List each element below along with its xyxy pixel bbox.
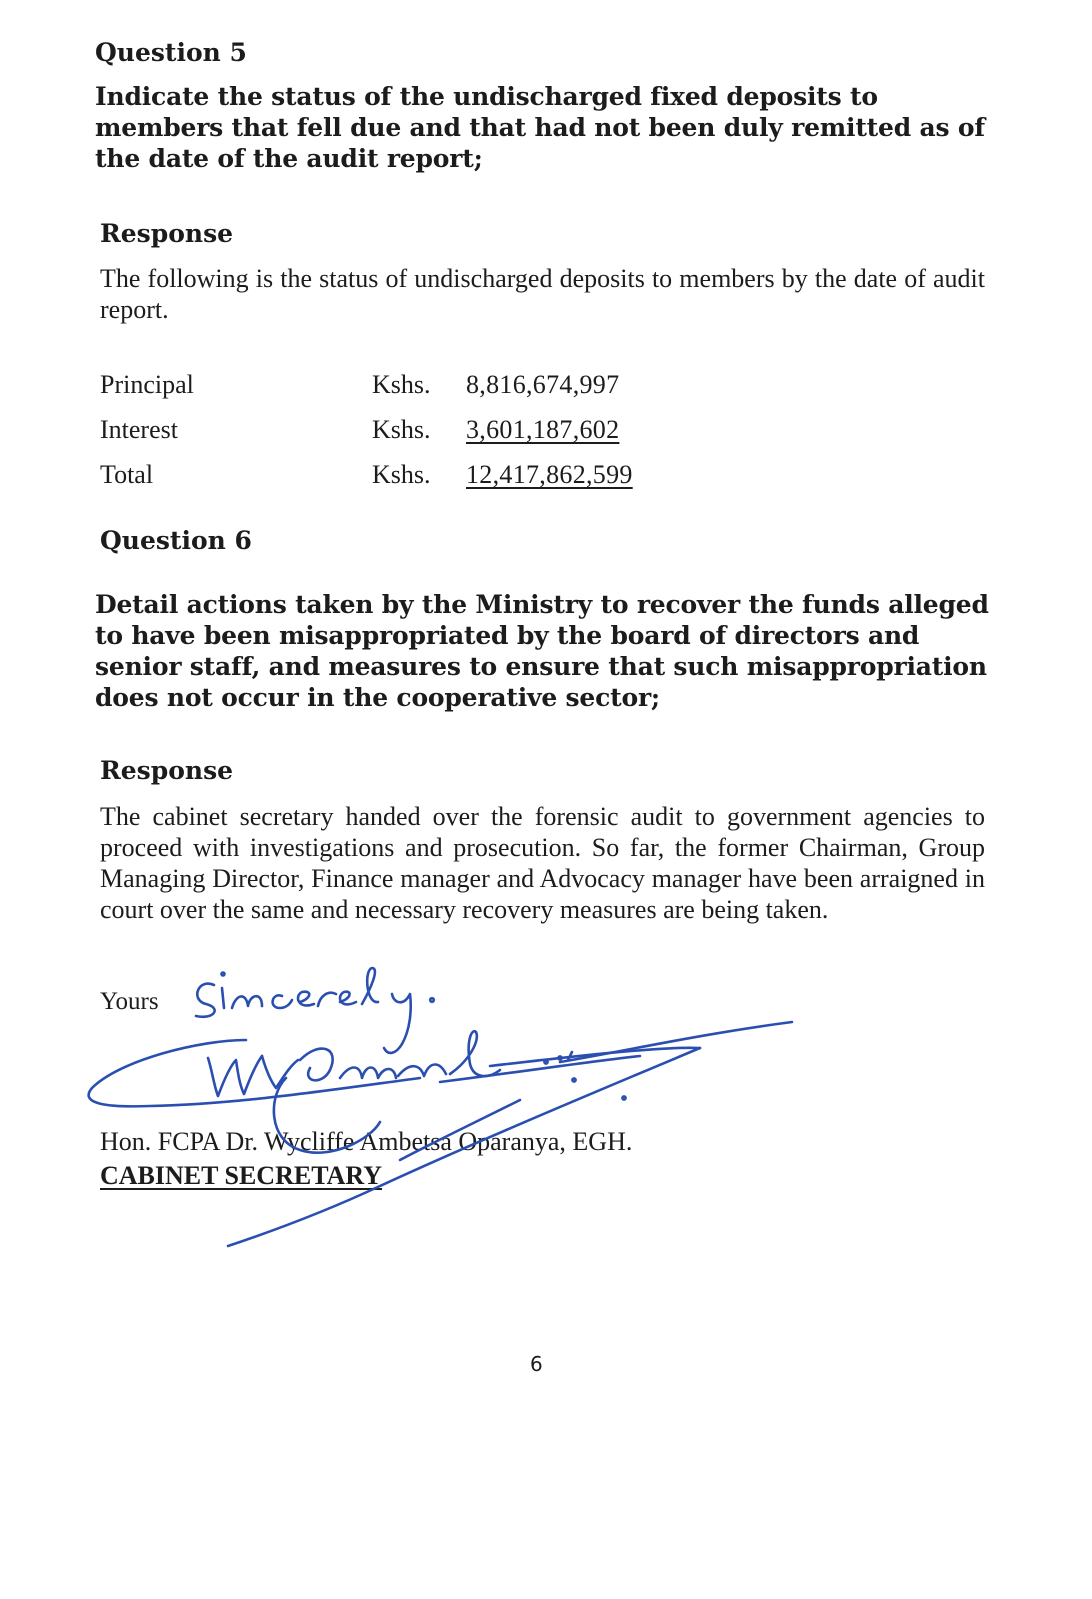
figure-value: 3,601,187,602 — [466, 415, 620, 444]
closing-yours: Yours — [100, 988, 159, 1015]
question-6-text: Detail actions taken by the Ministry to recover the funds alleged to have been misappropriated by the board of directors and senior staff, and measures to ensure that such misappropriation does not occur in the cooperative sector; — [95, 590, 989, 712]
figure-value: 8,816,674,997 — [466, 370, 620, 399]
figure-row-interest — [100, 415, 700, 449]
figure-label: Total — [100, 460, 154, 489]
figure-label: Principal — [100, 370, 194, 399]
figure-label: Interest — [100, 415, 178, 444]
page-number: 6 — [530, 1352, 543, 1376]
figure-currency: Kshs. — [372, 415, 431, 444]
figure-value: 12,417,862,599 — [466, 460, 633, 489]
question-5-title: Question 5 — [95, 38, 247, 67]
response-6-text: The cabinet secretary handed over the forensic audit to government agencies to proceed with investigations and prosecution. So far, the former Chairman, Group Managing Director, Finance manager and Advocacy manager have been arraigned in court over the same and necessary recovery measures are being taken. — [100, 802, 985, 924]
figure-row-total — [100, 460, 700, 494]
response-5-title: Response — [100, 219, 234, 248]
figure-currency: Kshs. — [372, 370, 431, 399]
response-5-text: The following is the status of undischarged deposits to members by the date of audit report. — [100, 264, 985, 324]
signatory-name: Hon. FCPA Dr. Wycliffe Ambetsa Oparanya, EGH. — [100, 1127, 633, 1156]
signatory-role: CABINET SECRETARY — [100, 1161, 383, 1190]
question-6-title: Question 6 — [100, 526, 252, 555]
question-5-text: Indicate the status of the undischarged fixed deposits to members that fell due and that had not been duly remitted as of the date of the audit report; — [95, 82, 985, 173]
response-6-title: Response — [100, 756, 234, 785]
figure-row-principal — [100, 370, 700, 404]
figure-currency: Kshs. — [372, 460, 431, 489]
